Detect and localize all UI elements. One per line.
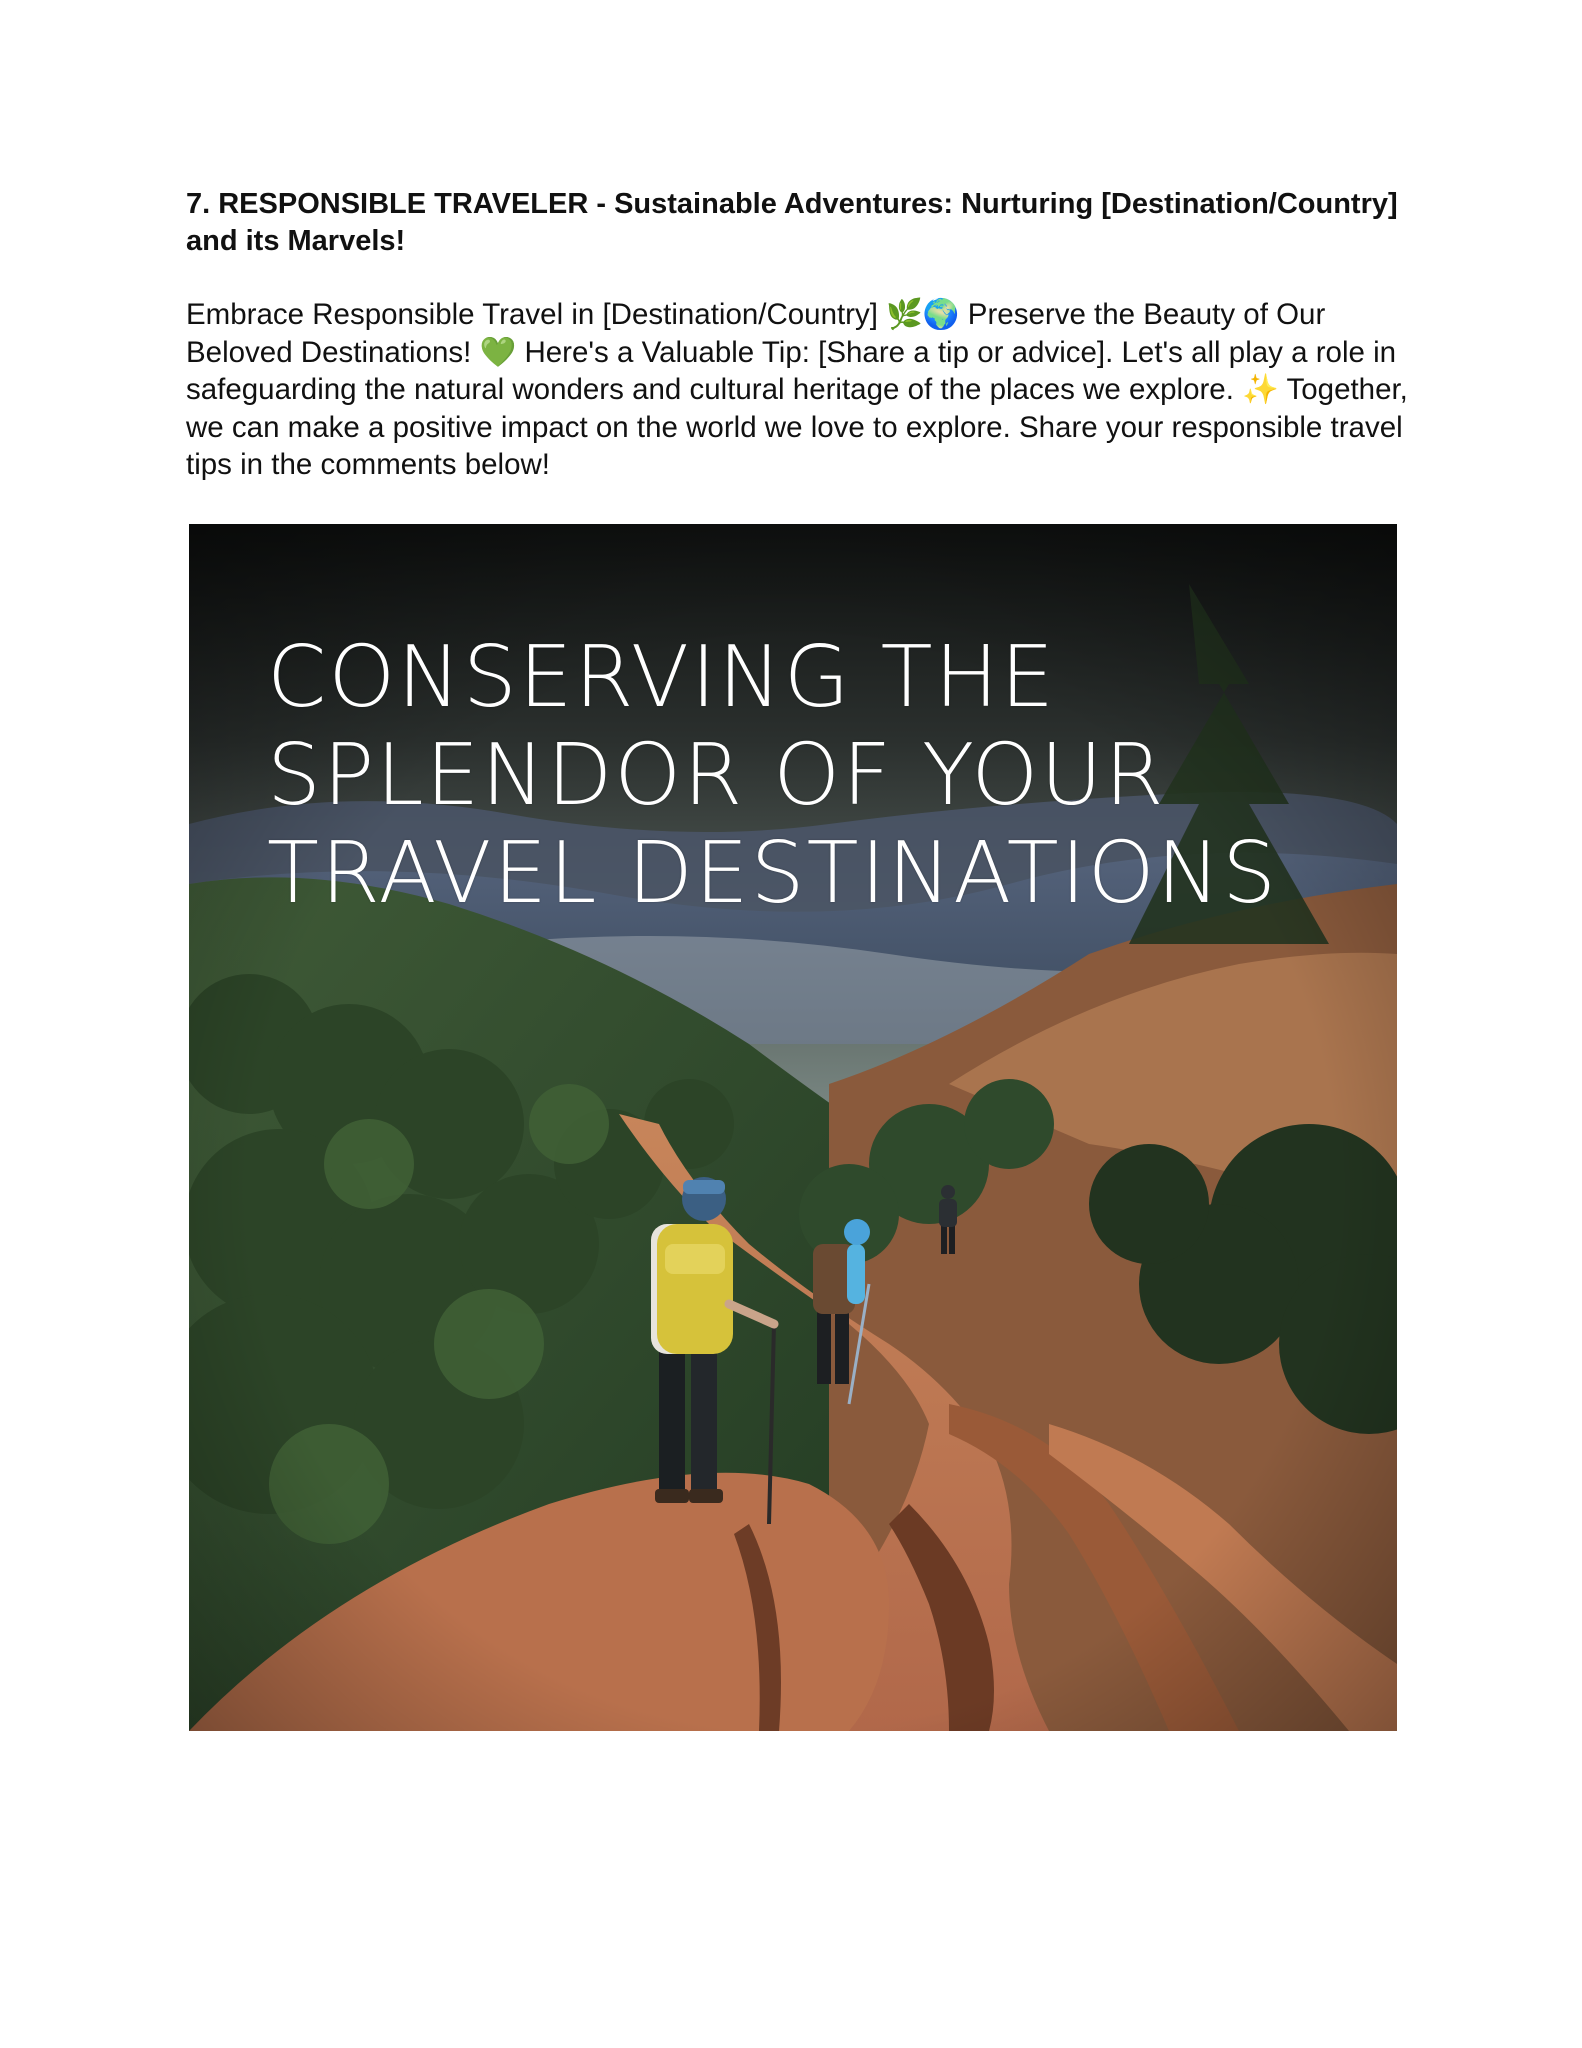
hiking-trail-photo bbox=[189, 524, 1397, 1731]
herb-globe-emoji-icon: 🌿🌍 bbox=[886, 297, 960, 331]
green-heart-emoji-icon: 💚 bbox=[479, 334, 517, 369]
paragraph-text-3: Here's a Valuable Tip: [Share a tip or advice]. Let's all play a role in safeguarding the natural wonders and cultural heritage of the places we explore. bbox=[186, 335, 1397, 406]
sparkles-emoji-icon: ✨ bbox=[1242, 372, 1279, 406]
section-heading: 7. RESPONSIBLE TRAVELER - Sustainable Adventures: Nurturing [Destination/Country] and its Marvels! bbox=[186, 188, 1398, 257]
overlay-line-2: SPLENDOR OF YOUR bbox=[267, 726, 1166, 825]
overlay-line-1: CONSERVING THE bbox=[267, 628, 1057, 727]
body-paragraph bbox=[186, 296, 1410, 484]
paragraph-text-2: Preserve the Beauty of Our Beloved Destinations! bbox=[186, 298, 1326, 369]
paragraph-text-4: Together, we can make a positive impact on the world we love to explore. Share your responsible travel tips in the comments below! bbox=[186, 373, 1408, 481]
paragraph-text-1: Embrace Responsible Travel in [Destination/Country] bbox=[186, 298, 887, 331]
photo-overlay-title bbox=[267, 629, 1367, 923]
overlay-line-3: TRAVEL DESTINATIONS bbox=[267, 824, 1279, 923]
